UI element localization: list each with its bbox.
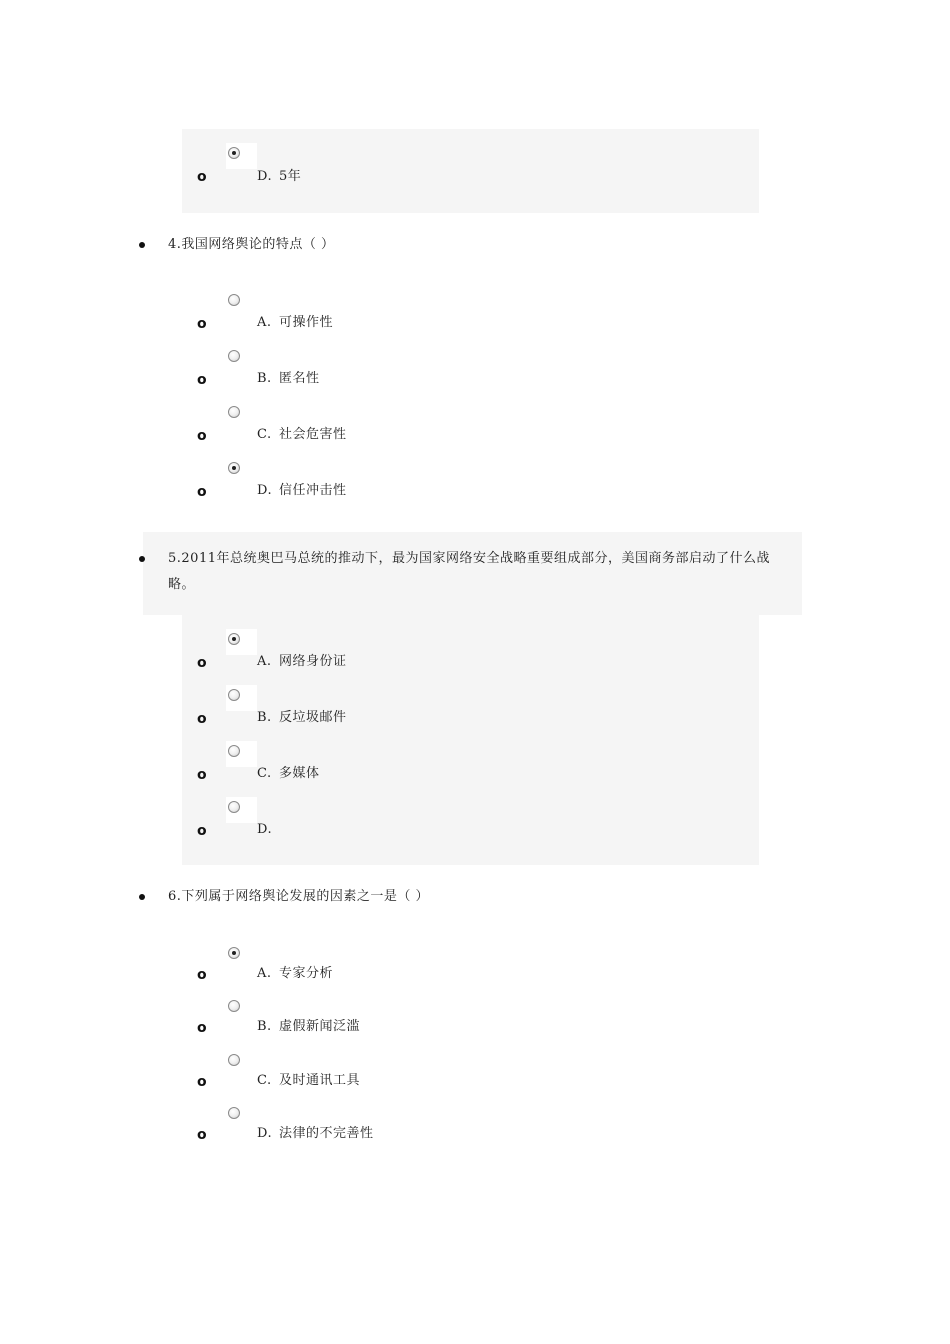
- question-text: [168, 884, 429, 910]
- option-letter: D.: [257, 822, 273, 837]
- option-letter: A.: [257, 315, 272, 330]
- option-label: [257, 169, 301, 185]
- radio-button[interactable]: [228, 1107, 240, 1119]
- option-letter: B.: [257, 1019, 272, 1034]
- radio-button[interactable]: [228, 350, 240, 362]
- option-label: [257, 483, 347, 499]
- option-letter: C.: [257, 427, 272, 442]
- option-label: [257, 427, 347, 443]
- radio-button[interactable]: [228, 406, 240, 418]
- sub-bullet: o: [197, 316, 207, 332]
- option-label: [257, 822, 279, 838]
- radio-container: [226, 685, 257, 711]
- list-bullet: [139, 242, 145, 248]
- radio-button[interactable]: [228, 801, 240, 813]
- sub-bullet: o: [197, 428, 207, 444]
- question-number: 5.: [168, 551, 182, 566]
- list-bullet: [139, 894, 145, 900]
- option-letter: C.: [257, 766, 272, 781]
- option-label: [257, 1019, 360, 1035]
- sub-bullet: o: [197, 967, 207, 983]
- list-bullet: [139, 556, 145, 562]
- question-body: 我国网络舆论的特点（ ）: [181, 237, 335, 252]
- option-label: [257, 654, 347, 670]
- option-text: 5年: [279, 169, 302, 184]
- radio-container: [226, 629, 257, 655]
- sub-bullet: o: [197, 1020, 207, 1036]
- option-letter: B.: [257, 710, 272, 725]
- radio-button[interactable]: [228, 689, 240, 701]
- radio-container: [226, 346, 257, 372]
- option-text: 专家分析: [279, 966, 334, 981]
- sub-bullet: o: [197, 823, 207, 839]
- option-label: [257, 1126, 374, 1142]
- option-text: 虚假新闻泛滥: [279, 1019, 361, 1034]
- option-letter: D.: [257, 1126, 273, 1141]
- option-text: 及时通讯工具: [279, 1073, 361, 1088]
- question-number: 6.: [168, 889, 182, 904]
- sub-bullet: o: [197, 1127, 207, 1143]
- radio-button[interactable]: [228, 633, 240, 645]
- option-letter: A.: [257, 966, 272, 981]
- question-body: 2011年总统奥巴马总统的推动下，最为国家网络安全战略重要组成部分，美国商务部启动了什么战略。: [168, 551, 770, 592]
- radio-container: [226, 797, 257, 823]
- option-text: 社会危害性: [279, 427, 347, 442]
- option-label: [257, 315, 333, 331]
- option-text: 法律的不完善性: [279, 1126, 374, 1141]
- radio-container: [226, 1050, 257, 1076]
- option-text: 可操作性: [279, 315, 334, 330]
- radio-button[interactable]: [228, 1054, 240, 1066]
- radio-container: [226, 741, 257, 767]
- question-body: 下列属于网络舆论发展的因素之一是（ ）: [181, 889, 430, 904]
- sub-bullet: o: [197, 169, 207, 185]
- radio-container: [226, 402, 257, 428]
- option-label: [257, 1073, 360, 1089]
- radio-button[interactable]: [228, 745, 240, 757]
- option-letter: C.: [257, 1073, 272, 1088]
- sub-bullet: o: [197, 1074, 207, 1090]
- option-label: [257, 710, 347, 726]
- radio-button[interactable]: [228, 294, 240, 306]
- radio-container: [226, 290, 257, 316]
- radio-button[interactable]: [228, 947, 240, 959]
- radio-button[interactable]: [228, 147, 240, 159]
- radio-container: [226, 1103, 257, 1129]
- sub-bullet: o: [197, 372, 207, 388]
- option-label: [257, 766, 320, 782]
- option-text: 信任冲击性: [279, 483, 347, 498]
- option-label: [257, 371, 320, 387]
- radio-container: [226, 458, 257, 484]
- radio-container: [226, 943, 257, 969]
- sub-bullet: o: [197, 655, 207, 671]
- option-letter: A.: [257, 654, 272, 669]
- sub-bullet: o: [197, 767, 207, 783]
- option-text: 反垃圾邮件: [279, 710, 347, 725]
- radio-button[interactable]: [228, 462, 240, 474]
- question-text: [168, 232, 335, 258]
- option-text: 多媒体: [279, 766, 320, 781]
- option-letter: D.: [257, 169, 273, 184]
- question-text: [168, 546, 788, 598]
- option-label: [257, 966, 333, 982]
- sub-bullet: o: [197, 711, 207, 727]
- radio-container: [226, 996, 257, 1022]
- option-text: 网络身份证: [279, 654, 347, 669]
- option-letter: D.: [257, 483, 273, 498]
- question-number: 4.: [168, 237, 182, 252]
- radio-container: [226, 143, 257, 169]
- radio-button[interactable]: [228, 1000, 240, 1012]
- option-letter: B.: [257, 371, 272, 386]
- sub-bullet: o: [197, 484, 207, 500]
- option-text: 匿名性: [279, 371, 320, 386]
